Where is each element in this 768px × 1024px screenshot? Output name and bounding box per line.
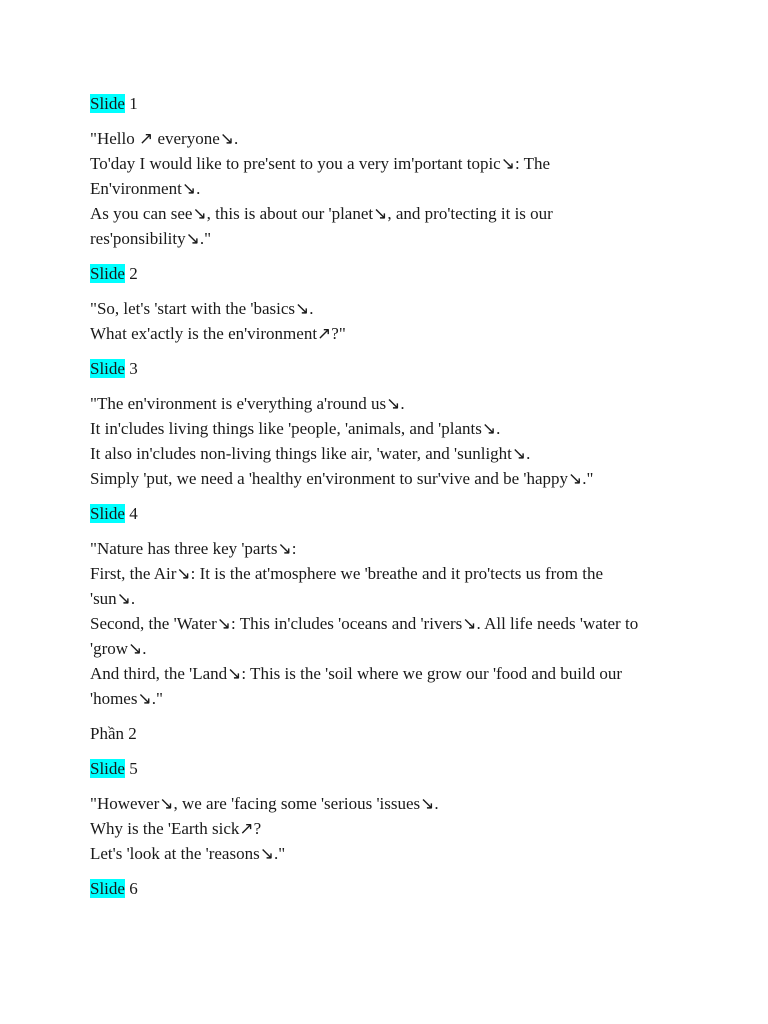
script-line: And third, the 'Land↘: This is the 'soil where we grow our 'food and build our — [90, 664, 623, 683]
slide-heading — [90, 501, 690, 526]
slide-label-highlighted: Slide — [90, 94, 125, 113]
slide-script-paragraph — [90, 391, 690, 491]
script-line: "Hello ↗ everyone↘. — [90, 129, 239, 148]
slide-label-highlighted: Slide — [90, 359, 125, 378]
script-line: First, the Air↘: It is the at'mosphere we 'breathe and it pro'tects us from the — [90, 564, 604, 583]
script-line: "However↘, we are 'facing some 'serious 'issues↘. — [90, 794, 439, 813]
slide-number: 4 — [129, 504, 138, 523]
slide-script-paragraph — [90, 791, 690, 866]
script-line: "The en'vironment is e'verything a'round us↘. — [90, 394, 405, 413]
script-line: It in'cludes living things like 'people, 'animals, and 'plants↘. — [90, 419, 501, 438]
slide-heading — [90, 91, 690, 116]
slide-heading — [90, 876, 690, 901]
script-line: As you can see↘, this is about our 'planet↘, and pro'tecting it is our — [90, 204, 553, 223]
slide-number: 6 — [129, 879, 138, 898]
slide-label-highlighted: Slide — [90, 264, 125, 283]
slide-number: 1 — [129, 94, 138, 113]
script-line: It also in'cludes non-living things like air, 'water, and 'sunlight↘. — [90, 444, 531, 463]
slide-script-paragraph — [90, 536, 690, 711]
slide-label-highlighted: Slide — [90, 759, 125, 778]
script-line: 'homes↘." — [90, 689, 163, 708]
script-line: 'sun↘. — [90, 589, 136, 608]
script-line: "So, let's 'start with the 'basics↘. — [90, 299, 314, 318]
script-line: Simply 'put, we need a 'healthy en'vironment to sur'vive and be 'happy↘." — [90, 469, 594, 488]
slide-heading — [90, 356, 690, 381]
slide-number: 3 — [129, 359, 138, 378]
slide-number: 2 — [129, 264, 138, 283]
script-line: En'vironment↘. — [90, 179, 201, 198]
script-line: What ex'actly is the en'vironment↗?" — [90, 324, 346, 343]
slide-number: 5 — [129, 759, 138, 778]
section-heading: Phần 2 — [90, 724, 137, 743]
slide-label-highlighted: Slide — [90, 879, 125, 898]
script-line: res'ponsibility↘." — [90, 229, 212, 248]
script-line: "Nature has three key 'parts↘: — [90, 539, 297, 558]
document-page — [90, 91, 690, 911]
slide-script-paragraph — [90, 126, 690, 251]
script-line: Let's 'look at the 'reasons↘." — [90, 844, 286, 863]
slide-script-paragraph — [90, 296, 690, 346]
slide-heading — [90, 756, 690, 781]
script-line: 'grow↘. — [90, 639, 147, 658]
script-line: Second, the 'Water↘: This in'cludes 'oceans and 'rivers↘. All life needs 'water to — [90, 614, 639, 633]
script-line: To'day I would like to pre'sent to you a very im'portant topic↘: The — [90, 154, 551, 173]
slide-label-highlighted: Slide — [90, 504, 125, 523]
script-line: Why is the 'Earth sick↗? — [90, 819, 262, 838]
slide-heading — [90, 261, 690, 286]
